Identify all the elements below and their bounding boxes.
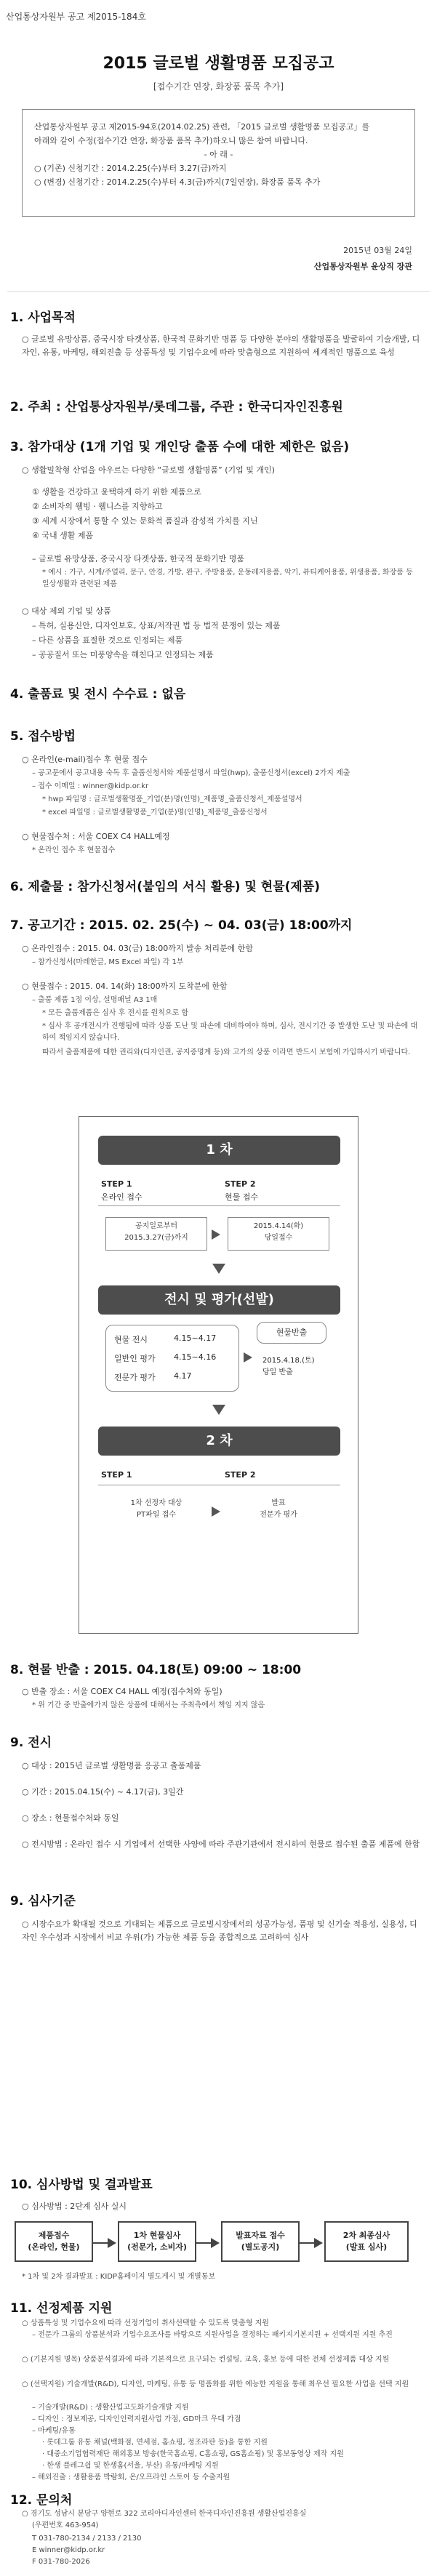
submit-online: ○ 온라인(e-mail)접수 후 현물 접수	[22, 755, 148, 764]
step-first-review-label: 1차 현물심사	[133, 2231, 181, 2240]
exhibition-period: ○ 기간 : 2015.04.15(수) ~ 4.17(금), 3일간	[22, 1787, 184, 1797]
step-presentation-submit-sub: (별도공지)	[241, 2242, 280, 2252]
process-flow-diagram	[79, 1116, 358, 1634]
divider	[7, 291, 430, 292]
support-lotte: · 롯데그룹 유통 채널(백화점, 면세점, 홈쇼핑, 정조라판 등)을 통한 지원	[42, 2439, 268, 2447]
step-product-submit	[15, 2221, 93, 2262]
contact-phone: T 031-780-2134 / 2133 / 2130	[32, 2535, 142, 2543]
exclusion-1: – 특허, 실용신안, 디자인보호, 상표/저작권 법 등 법적 분쟁이 있는 제품	[32, 621, 281, 630]
physical-submit-note: * 온라인 접수 후 현물접수	[32, 846, 116, 854]
return-date: 2015.4.18.(토)	[262, 1357, 315, 1365]
physical-date-line-2: 당일접수	[264, 1234, 293, 1242]
online-period-line-1: 공지일로부터	[135, 1222, 177, 1230]
exhibition-rule: * 모든 출품제품은 심사 후 전시를 원칙으로 함	[42, 1009, 189, 1017]
submit-email: – 접수 이메일 : winner@kidp.or.kr	[32, 782, 149, 790]
notice-line-1: 산업통상자원부 공고 제2015-94호(2014.02.25) 관련, 「2015 글로벌 생활명품 모집공고」를	[34, 122, 370, 132]
round-2-step-1: STEP 1	[101, 1470, 132, 1480]
step-final-review-label: 2차 최종심사	[342, 2231, 390, 2240]
submit-online-detail: – 공고문에서 공고내용 숙독 후 출품신청서와 제품설명서 파일(hwp), 출품신청서(excel) 2가지 제출	[32, 769, 350, 777]
criteria-2: ② 소비자의 웰빙 · 웰니스를 지향하고	[32, 502, 163, 511]
section-13-title: 12. 문의처	[10, 2493, 73, 2508]
round-1-banner: 1 차	[98, 1136, 340, 1165]
notice-box	[22, 109, 415, 217]
excel-filename: * excel 파일명 : 글로벌생활명품_기업(분)명(인명)_제품명_출품신청서	[42, 808, 268, 816]
exhibit-label: 현물 전시	[114, 1335, 148, 1344]
section-10-title: 9. 심사기준	[10, 1894, 76, 1909]
round-2-box-2-line-1: 발표	[271, 1499, 286, 1507]
flow-line	[196, 2242, 212, 2244]
support-export: – 해외진출 : 생활용품 박람회, 온/오프라인 스토어 등 수출지원	[32, 2473, 230, 2481]
step-presentation-submit	[221, 2221, 300, 2262]
notice-line-2: 아래와 같이 수정(접수기간 연장, 화장품 품목 추가)하오니 많은 참여 바랍니다.	[34, 136, 308, 145]
exclusion-3: – 공공질서 또는 미풍양속을 해친다고 인정되는 제품	[32, 650, 214, 659]
round-2-box-1-line-1: 1차 선정자 대상	[130, 1499, 183, 1507]
support-home-shopping: · 대중소기업협력재단 해외홍보 방송(한국홈쇼핑, C홈쇼핑, GS홈쇼핑) 및 홍보동영상 제작 지원	[42, 2450, 344, 2458]
theft-disclaimer: * 심사 후 공개전시가 진행됨에 따라 상품 도난 및 파손에 대비하여야 하며, 심사, 전시기간 중 발생한 도난 및 파손에 대하여 책임지지 않습니다.	[42, 1022, 418, 1042]
page-subtitle: [접수기간 연장, 화장품 품목 추가]	[153, 81, 284, 92]
step-final-review	[324, 2221, 409, 2262]
flow-line	[300, 2242, 316, 2244]
arrow-right-icon	[108, 2238, 116, 2248]
return-disclaimer: * 위 기간 중 반출에가지 않은 상품에 대해서는 주최측에서 책임 지지 않음	[32, 1701, 265, 1709]
arrow-right-icon	[211, 2238, 220, 2248]
flow-line	[93, 2242, 109, 2244]
section-1-body: ○ 글로벌 유망상품, 중국시장 타겟상품, 한국적 문화기반 명품 등 다양한 분야의 생활명품을 발굴하여 기술개발, 디자인, 유통, 마케팅, 해외진출 등 상품특성 및 기업수요에 따라 맞춤형으로 지원하여 세계적인 명품으로 육성	[22, 334, 420, 357]
support-optional: ○ (선택지원) 기술개발(R&D), 디자인, 마케팅, 유통 등 명품화를 위한 에능한 지원을 통해 최우선 필요한 사업을 선택 지원	[22, 2380, 409, 2388]
public-eval-dates: 4.15~4.16	[174, 1352, 217, 1362]
section-1-title: 1. 사업목적	[10, 310, 76, 325]
online-period-box	[105, 1217, 207, 1251]
support-rnd: – 기술개발(R&D) : 생활산업고도화기술개발 지원	[32, 2404, 189, 2412]
return-label: 현물반출	[257, 1322, 326, 1344]
step-product-submit-label: 제품접수	[38, 2231, 70, 2240]
arrow-right-icon	[244, 1352, 252, 1363]
support-marketing: – 마케팅/유통	[32, 2427, 76, 2435]
round-2-banner: 2 차	[98, 1427, 340, 1456]
contact-postal: (우편번호 463-954)	[32, 2521, 99, 2529]
public-eval-label: 일반인 평가	[114, 1354, 156, 1363]
notice-changed-period: ○ (변경) 신청기간 : 2014.2.25(수)부터 4.3(금)까지(7일연장), 화장품 품목 추가	[34, 177, 321, 187]
round-1-step-1-label: 온라인 접수	[101, 1192, 143, 1202]
notice-original-period: ○ (기존) 신청기간 : 2014.2.25(수)부터 3.27(금)까지	[34, 164, 227, 173]
support-design: – 디자인 : 정보제공, 디자인인력지원사업 가점, GD마크 우대 가점	[32, 2415, 241, 2423]
criteria-4: ④ 국내 생활 제품	[32, 531, 94, 540]
target-products: – 글로벌 유망상품, 중국시장 타겟상품, 한국적 문화기반 명품	[32, 554, 244, 563]
step-first-review	[118, 2221, 196, 2262]
return-location: ○ 반출 장소 : 서울 COEX C4 HALL 예정(접수처와 동일)	[22, 1687, 222, 1696]
physical-date-line-1: 2015.4.14(화)	[253, 1222, 304, 1230]
online-deadline-detail: – 참가신청서(마레한글, MS Excel 파일) 각 1부	[32, 958, 184, 966]
contact-email[interactable]: E winner@kidp.or.kr	[32, 2546, 105, 2554]
step-divider	[98, 1205, 340, 1206]
physical-deadline: ○ 현물접수 : 2015. 04. 14(화) 18:00까지 도착분에 한함	[22, 982, 228, 991]
section-4-title: 4. 출품료 및 전시 수수료 : 없음	[10, 687, 186, 702]
contact-address: ○ 경기도 성남시 분당구 양현로 322 코리아디자인센터 한국디자인진흥원 생활산업진흥실	[22, 2510, 307, 2518]
contact-fax: F 031-780-2026	[32, 2558, 90, 2566]
step-first-review-sub: (전문가, 소비자)	[127, 2242, 187, 2252]
announcement-org: 산업통상자원부 윤상직 장관	[313, 262, 412, 271]
arrow-right-icon	[314, 2238, 323, 2248]
hwp-filename: * hwp 파일명 : 글로벌생활명품_기업(분)명(인명)_제품명_출품신청서_제품설명서	[42, 795, 302, 803]
exhibition-banner: 전시 및 평가(선발)	[98, 1285, 340, 1315]
step-final-review-sub: (발표 심사)	[345, 2242, 388, 2252]
online-period-line-2: 2015.3.27(금)까지	[124, 1234, 188, 1242]
return-note: 당일 반출	[262, 1368, 293, 1376]
physical-date-box	[228, 1217, 329, 1251]
arrow-right-icon	[212, 1506, 220, 1517]
section-11-title: 10. 심사방법 및 결과발표	[10, 2178, 153, 2192]
exclusion-title: ○ 대상 제외 기업 및 상품	[22, 606, 111, 616]
arrow-down-icon	[212, 1264, 225, 1274]
page-title: 2015 글로벌 생활명품 모집공고	[103, 55, 334, 73]
round-2-box-2	[228, 1495, 329, 1528]
round-2-box-2-line-2: 전문가 평가	[260, 1511, 297, 1519]
expert-eval-label: 전문가 평가	[114, 1373, 156, 1382]
round-1-step-1: STEP 1	[101, 1179, 132, 1189]
arrow-right-icon	[212, 1229, 220, 1240]
exhibition-place: ○ 장소 : 현물접수처와 동일	[22, 1813, 119, 1823]
insurance-advice: 따라서 출품제품에 대한 권리와(디자인권, 공지증명계 등)와 고가의 상품 이라면 반드시 보험에 가입하시기 바랍니다.	[42, 1048, 411, 1056]
target-examples: * 예시 : 가구, 시계/주얼리, 문구, 안경, 가방, 완구, 주방용품, 운동레저용품, 악기, 뷰티케어용품, 위생용품, 화장품 등 일상생활과 관련된 제품	[42, 569, 413, 588]
result-announcement: * 1차 및 2차 결과발표 : KIDP홈페이지 별도게시 및 개별통보	[22, 2273, 216, 2281]
physical-submit-location: ○ 현물접수처 : 서울 COEX C4 HALL예정	[22, 832, 170, 841]
round-2-step-2: STEP 2	[225, 1470, 256, 1480]
exhibition-target: ○ 대상 : 2015년 글로벌 생활명품 응공고 출품제품	[22, 1761, 201, 1770]
criteria-3: ③ 세계 시장에서 통할 수 있는 문화적 품질과 감성적 가치를 지닌	[32, 516, 258, 526]
section-5-title: 5. 접수방법	[10, 729, 76, 744]
section-2-title: 2. 주최 : 산업통상자원부/롯데그룹, 주관 : 한국디자인진흥원	[10, 400, 343, 414]
arrow-down-icon	[212, 1405, 225, 1415]
support-custom: ○ 상품특성 및 기업수요에 따라 선정기업이 취사선택할 수 있도록 맞춤형 지원	[22, 2319, 269, 2327]
round-1-step-2: STEP 2	[225, 1179, 256, 1189]
exhibit-dates: 4.15~4.17	[174, 1333, 217, 1343]
physical-item-requirement: – 출품 제품 1점 이상, 설명패널 A3 1매	[32, 996, 158, 1004]
section-3-intro: ○ 생활밀착형 산업을 아우르는 다양한 “글로벌 생활명품” (기업 및 개인)	[22, 465, 275, 475]
section-6-title: 6. 제출물 : 참가신청서(붙임의 서식 활용) 및 현물(제품)	[10, 880, 321, 894]
exclusion-2: – 다른 상품을 표절한 것으로 인정되는 제품	[32, 635, 183, 645]
section-9-title: 9. 전시	[10, 1736, 52, 1750]
round-2-box-1-line-2: PT파일 접수	[137, 1511, 176, 1519]
round-1-step-2-label: 현물 접수	[225, 1192, 259, 1202]
section-7-title: 7. 공고기간 : 2015. 02. 25(수) ~ 04. 03(금) 18:00까지	[10, 918, 353, 933]
evaluation-criteria: ○ 시장수요가 확대될 것으로 기대되는 제품으로 글로벌시장에서의 성공가능성, 품평 및 신기술 적용성, 실용성, 디자인 우수성과 시장에서 비교 우위(가) 가능한 제품 등을 종합적으로 고려하여 심사	[22, 1919, 417, 1942]
evaluation-method: ○ 심사방법 : 2단계 심사 실시	[22, 2202, 127, 2211]
support-package: – 전문가 그룹의 상품분석과 기업수요조사를 바탕으로 지원사업을 결정하는 패키지기본지원 + 선택지원 지원 추진	[32, 2331, 393, 2339]
criteria-1: ① 생활을 건강하고 윤택하게 하기 위한 제품으로	[32, 487, 201, 497]
section-3-title: 3. 참가대상 (1개 기업 및 개인당 출품 수에 대한 제한은 없음)	[10, 440, 350, 454]
online-deadline: ○ 온라인접수 : 2015. 04. 03(금) 18:00까지 발송 처리분에 한함	[22, 944, 254, 953]
announcement-number: 산업통상자원부 공고 제2015-184호	[6, 12, 146, 22]
section-8-title: 8. 현물 반출 : 2015. 04.18(토) 09:00 ~ 18:00	[10, 1663, 302, 1677]
announcement-date: 2015년 03월 24일	[343, 246, 412, 255]
step-presentation-submit-label: 발표자료 접수	[236, 2231, 285, 2240]
expert-eval-date: 4.17	[174, 1371, 192, 1381]
section-12-title: 11. 선정제품 지원	[10, 2301, 113, 2316]
support-flagship: · 한생 플레그쉽 및 한생홈(서울, 부산) 유통/마케팅 지원	[42, 2462, 219, 2470]
exhibition-method: ○ 전시방법 : 온라인 접수 시 기업에서 선택한 사양에 따라 주관기관에서 전시하여 현물로 접수된 출품 제품에 한함	[22, 1839, 420, 1849]
step-product-submit-sub: (온라인, 현물)	[28, 2242, 80, 2252]
round-2-box-1	[105, 1495, 207, 1528]
support-basic: ○ (기본지원 명목) 상품분석결과에 따라 기본적으로 요구되는 컨설팅, 교육, 홍보 등에 대한 전체 선정제품 대상 지원	[22, 2356, 390, 2364]
notice-separator: - 아 래 -	[204, 150, 233, 159]
